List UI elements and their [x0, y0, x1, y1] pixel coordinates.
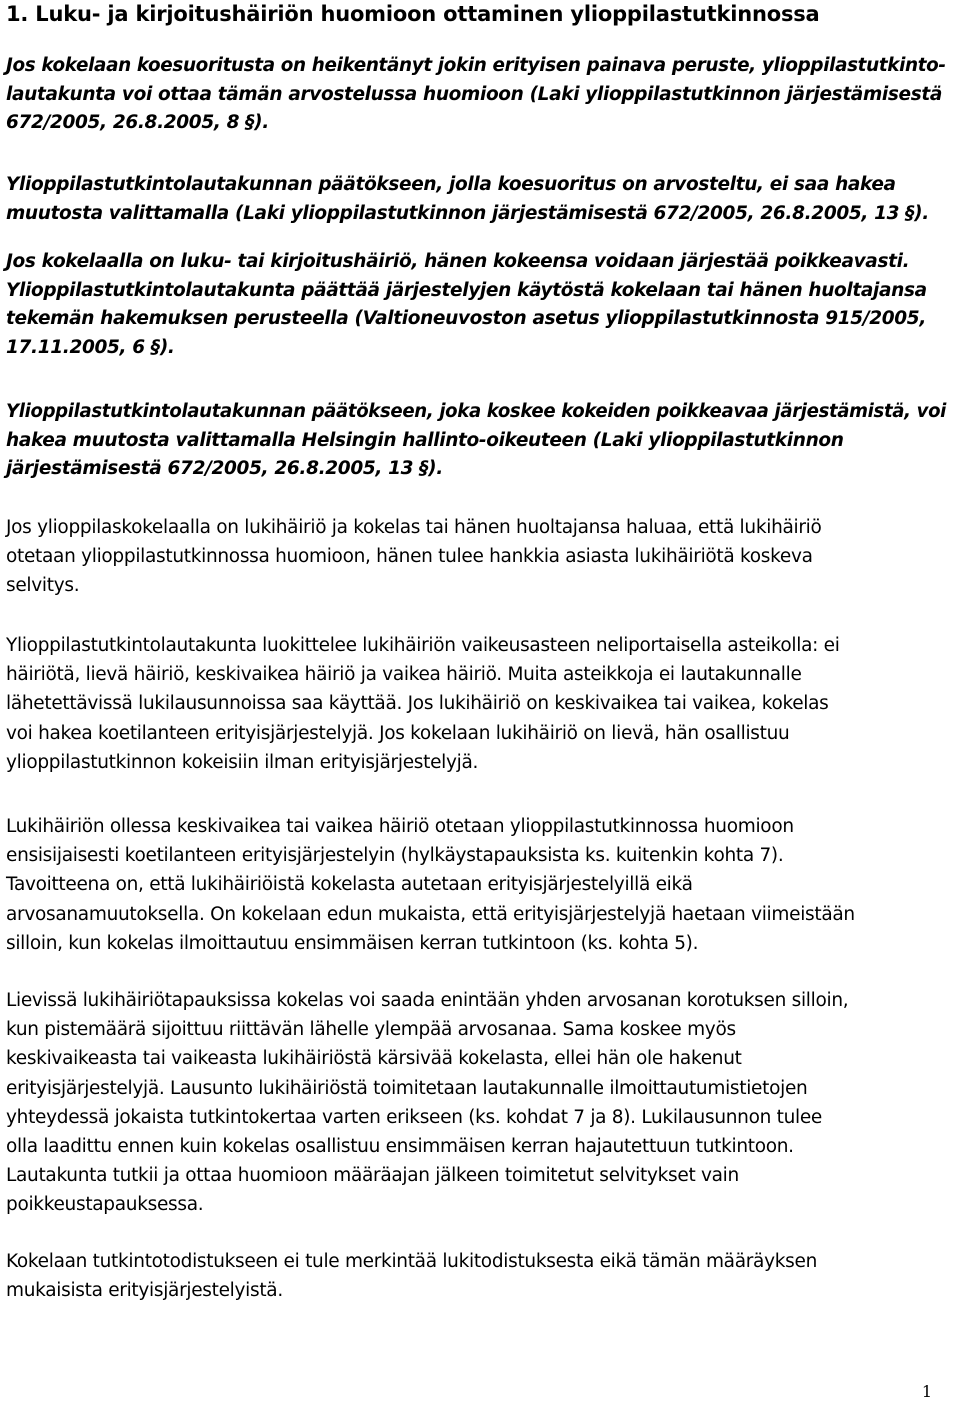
text-line: 17.11.2005, 6 §). — [6, 336, 175, 358]
text-line: yhteydessä jokaista tutkintokertaa varten erikseen (ks. kohdat 7 ja 8). Lukilausunnon tulee — [6, 1106, 823, 1128]
paragraph-special-arrangements — [6, 248, 941, 362]
section-heading: 1. Luku- ja kirjoitushäiriön huomioon ottaminen ylioppilastutkinnossa — [6, 2, 820, 26]
text-line: silloin, kun kokelas ilmoittautuu ensimmäisen kerran tutkintoon (ks. kohta 5). — [6, 932, 699, 954]
text-line: Lukihäiriön ollessa keskivaikea tai vaikea häiriö otetaan ylioppilastutkinnossa huomioon — [6, 816, 794, 837]
paragraph-severity-scale — [6, 631, 941, 777]
text-line: arvosanamuutoksella. On kokelaan edun mukaista, että erityisjärjestelyjä haetaan viimeistään — [6, 903, 855, 925]
text-line: Ylioppilastutkintolautakunta päättää järjestelyjen käytöstä kokelaan tai hänen huoltajansa — [6, 279, 927, 301]
text-line: 672/2005, 26.8.2005, 8 §). — [6, 112, 269, 133]
text-line: hakea muutosta valittamalla Helsingin hallinto-oikeuteen (Laki ylioppilastutkinnon — [6, 429, 844, 451]
paragraph-legal-basis — [6, 52, 946, 138]
text-line: lähetettävissä lukilausunnoissa saa käyttää. Jos lukihäiriö on keskivaikea tai vaikea, kokelas — [6, 693, 829, 715]
paragraph-mild-cases — [6, 986, 941, 1220]
text-line: keskivaikeasta tai vaikeasta lukihäiriöstä kärsivää kokelasta, ellei hän ole hakenut — [6, 1048, 742, 1070]
text-line: voi hakea koetilanteen erityisjärjestelyjä. Jos kokelaan lukihäiriö on lievä, hän osallistuu — [6, 722, 790, 744]
text-line: kun pistemäärä sijoittuu riittävän lähelle ylempää arvosanaa. Sama koskee myös — [6, 1019, 736, 1041]
paragraph-no-appeal — [6, 171, 941, 228]
text-line: lautakunta voi ottaa tämän arvostelussa huomioon (Laki ylioppilastutkinnon järjestämisestä — [6, 83, 943, 105]
paragraph-report-required — [6, 513, 941, 601]
text-line: tekemän hakemuksen perusteella (Valtioneuvoston asetus ylioppilastutkinnosta 915/2005, — [6, 308, 926, 329]
text-line: Jos kokelaan koesuoritusta on heikentänyt jokin erityisen painava peruste, ylioppilastutkinto- — [6, 55, 946, 76]
text-line: järjestämisestä 672/2005, 26.8.2005, 13 §). — [6, 458, 443, 479]
text-line: Kokelaan tutkintotodistukseen ei tule merkintää lukitodistuksesta eikä tämän määräyksen — [6, 1251, 817, 1272]
paragraph-appeal-court — [6, 398, 947, 484]
text-line: mukaisista erityisjärjestelyistä. — [6, 1280, 283, 1302]
text-line: erityisjärjestelyjä. Lausunto lukihäiriöstä toimitetaan lautakunnalle ilmoittautumistietojen — [6, 1077, 808, 1099]
text-line: häiriötä, lievä häiriö, keskivaikea häiriö ja vaikea häiriö. Muita asteikkoja ei lautakunnalle — [6, 664, 802, 686]
text-line: selvitys. — [6, 575, 80, 597]
text-line: Ylioppilastutkintolautakunnan päätökseen, joka koskee kokeiden poikkeavaa järjestämistä, voi — [6, 401, 947, 422]
text-line: muutosta valittamalla (Laki ylioppilastutkinnon järjestämisestä 672/2005, 26.8.2005, 13 §). — [6, 202, 929, 224]
text-line: Ylioppilastutkintolautakunta luokittelee lukihäiriön vaikeusasteen neliportaisella asteikolla: ei — [6, 635, 840, 656]
paragraph-certificate — [6, 1247, 941, 1305]
text-line: Ylioppilastutkintolautakunnan päätökseen, jolla koesuoritus on arvosteltu, ei saa hakea — [6, 174, 896, 195]
paragraph-primary-arrangements — [6, 812, 941, 958]
text-line: ylioppilastutkinnon kokeisiin ilman erityisjärjestelyjä. — [6, 751, 479, 773]
text-line: Lautakunta tutkii ja ottaa huomioon määräajan jälkeen toimitetut selvitykset vain — [6, 1165, 739, 1187]
page-number: 1 — [921, 1382, 932, 1401]
text-line: ensisijaisesti koetilanteen erityisjärjestelyin (hylkäystapauksista ks. kuitenkin kohta 7). — [6, 845, 784, 867]
text-line: olla laadittu ennen kuin kokelas osallistuu ensimmäisen kerran hajautettuun tutkintoon. — [6, 1136, 794, 1158]
text-line: Tavoitteena on, että lukihäiriöistä kokelasta autetaan erityisjärjestelyillä eikä — [6, 874, 693, 896]
text-line: poikkeustapauksessa. — [6, 1194, 204, 1216]
text-line: Jos kokelaalla on luku- tai kirjoitushäiriö, hänen kokeensa voidaan järjestää poikkeavasti. — [6, 251, 910, 272]
text-line: otetaan ylioppilastutkinnossa huomioon, hänen tulee hankkia asiasta lukihäiriötä koskeva — [6, 546, 813, 568]
text-line: Lievissä lukihäiriötapauksissa kokelas voi saada enintään yhden arvosanan korotuksen silloin, — [6, 990, 849, 1011]
text-line: Jos ylioppilaskokelaalla on lukihäiriö ja kokelas tai hänen huoltajansa haluaa, että lukihäiriö — [6, 517, 822, 538]
